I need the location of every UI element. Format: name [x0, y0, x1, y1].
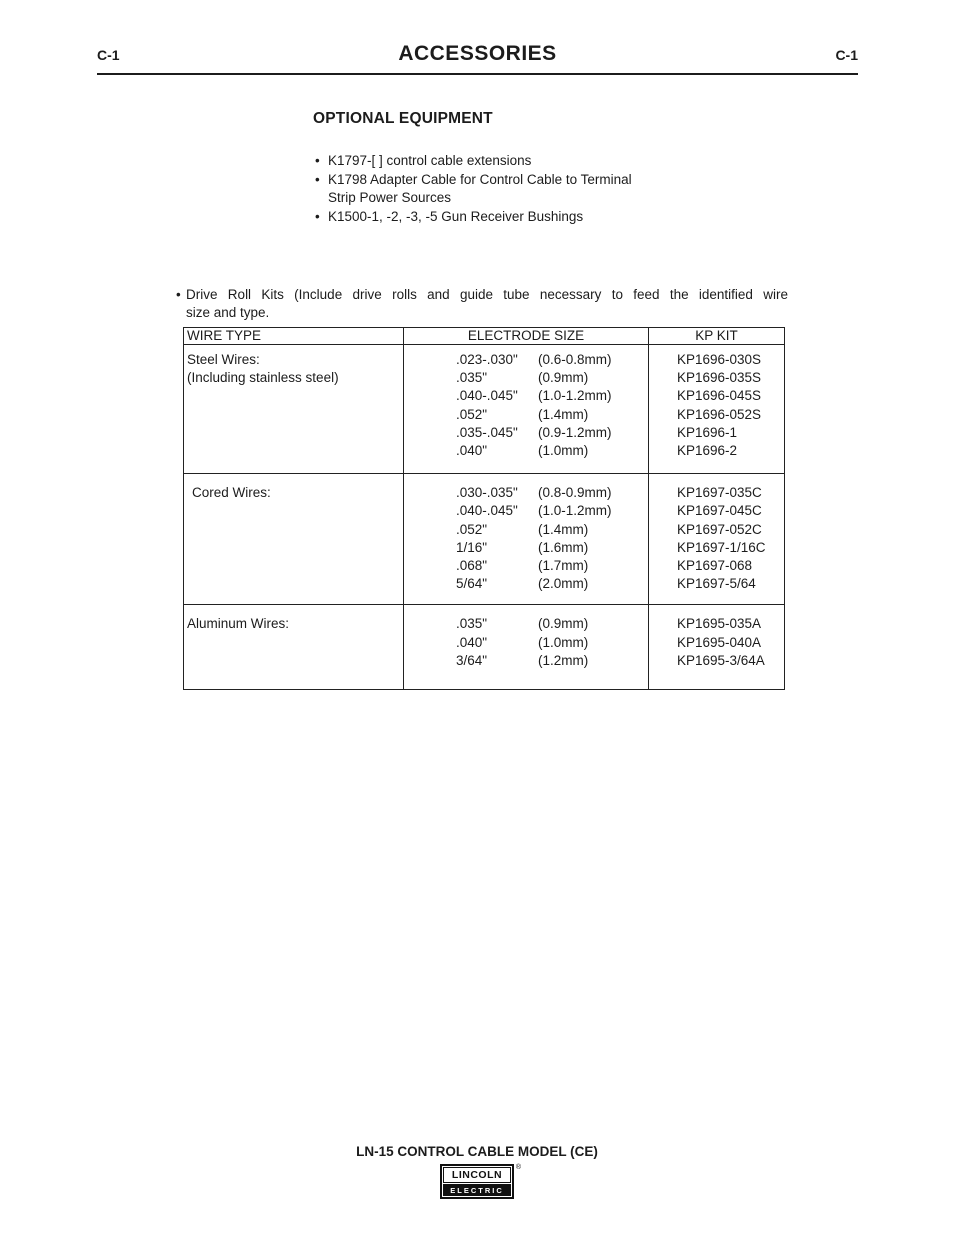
list-item: [315, 152, 632, 171]
size-line: [456, 442, 648, 460]
kit-number: KP1696-1: [677, 424, 738, 440]
size-metric: (2.0mm): [538, 576, 589, 592]
kp-kit-cell: [649, 345, 784, 473]
bullet-icon: •: [315, 171, 320, 187]
kit-number: KP1696-030S: [677, 352, 762, 367]
bullet-icon: •: [315, 208, 320, 224]
table-row-cored-wires: [184, 474, 784, 605]
size-line: [456, 634, 648, 652]
electrode-size-cell: [404, 605, 649, 689]
registered-trademark-icon: ®: [515, 1164, 521, 1171]
footer-model-text: LN-15 CONTROL CABLE MODEL (CE): [356, 1144, 598, 1159]
kit-number: KP1697-052C: [677, 521, 762, 537]
kit-number: KP1695-040A: [677, 634, 762, 650]
wire-type-sublabel: (Including stainless steel): [187, 370, 339, 386]
size-line: [456, 575, 648, 593]
column-header-kp-kit: KP KIT: [695, 328, 738, 343]
size-inch: 1/16": [456, 539, 488, 555]
list-item-text: K1797-[ ] control cable extensions: [328, 153, 532, 168]
size-inch: 5/64": [456, 576, 488, 592]
bullet-icon: •: [176, 287, 181, 302]
size-inch: .040-.045": [456, 388, 518, 404]
size-line: [456, 539, 648, 557]
size-line: [456, 369, 648, 387]
size-metric: (0.9-1.2mm): [538, 424, 612, 440]
size-line: [456, 387, 648, 405]
kit-number: KP1696-2: [677, 443, 738, 459]
size-metric: (1.0-1.2mm): [538, 388, 612, 404]
table-row-aluminum-wires: [184, 605, 784, 689]
drive-roll-note-line: Drive Roll Kits (Include drive rolls and guide tube necessary to feed the identified wire: [186, 287, 788, 302]
page-header: [97, 42, 858, 75]
size-inch: 3/64": [456, 652, 488, 668]
wire-type-cell: [184, 474, 404, 604]
wire-type-label: Cored Wires:: [192, 485, 271, 501]
size-inch: .030-.035": [456, 485, 518, 501]
page-title: ACCESSORIES: [398, 42, 557, 65]
equipment-list: [315, 152, 632, 226]
kit-number: KP1696-052S: [677, 406, 762, 422]
kit-number: KP1697-045C: [677, 503, 762, 519]
size-inch: .052": [456, 406, 488, 422]
page-number-right: C-1: [835, 47, 858, 63]
wire-type-cell: [184, 345, 404, 473]
size-metric: (1.2mm): [538, 652, 589, 668]
kp-kit-cell: [649, 474, 784, 604]
size-line: [456, 502, 648, 520]
drive-roll-note: [176, 286, 788, 323]
list-item-text: K1500-1, -2, -3, -5 Gun Receiver Bushings: [328, 208, 584, 224]
logo-lincoln-text: LINCOLN: [443, 1167, 511, 1183]
size-metric: (1.7mm): [538, 558, 589, 574]
size-line: [456, 424, 648, 442]
size-metric: (1.6mm): [538, 539, 589, 555]
page-number-left: C-1: [97, 47, 120, 63]
kit-number: KP1696-045S: [677, 388, 762, 404]
list-item-text: K1798 Adapter Cable for Control Cable to Terminal: [328, 171, 632, 187]
size-metric: (1.0mm): [538, 443, 589, 459]
size-line: [456, 351, 648, 369]
size-line: [456, 484, 648, 502]
size-metric: (1.4mm): [538, 521, 589, 537]
size-inch: .068": [456, 558, 488, 574]
table-row-steel-wires: [184, 345, 784, 474]
bullet-icon: •: [315, 153, 320, 168]
size-line: [456, 652, 648, 670]
kit-number: KP1697-1/16C: [677, 539, 766, 555]
size-inch: .040-.045": [456, 503, 518, 519]
size-inch: .035-.045": [456, 424, 518, 440]
wire-type-cell: [184, 605, 404, 689]
kit-number: KP1697-5/64: [677, 576, 756, 592]
drive-roll-kit-table: [183, 327, 785, 690]
electrode-size-cell: [404, 345, 649, 473]
lincoln-electric-logo: [440, 1164, 521, 1199]
list-item-text: Strip Power Sources: [328, 190, 452, 206]
list-item: [315, 208, 632, 227]
size-metric: (1.4mm): [538, 406, 589, 422]
size-metric: (0.9mm): [538, 616, 589, 632]
column-header-electrode-size: ELECTRODE SIZE: [404, 328, 649, 344]
size-inch: .040": [456, 634, 488, 650]
size-inch: .052": [456, 521, 488, 537]
kit-number: KP1695-3/64A: [677, 652, 765, 668]
column-header-wire-type: WIRE TYPE: [184, 328, 404, 344]
wire-type-label: Aluminum Wires:: [187, 616, 290, 632]
size-line: [456, 557, 648, 575]
table-header-row: [184, 328, 784, 345]
size-metric: (1.0mm): [538, 634, 589, 650]
size-metric: (0.8-0.9mm): [538, 485, 612, 501]
size-metric: (1.0-1.2mm): [538, 503, 612, 519]
kit-number: KP1697-068: [677, 558, 753, 574]
size-inch: .035": [456, 616, 488, 632]
list-item: [315, 171, 632, 208]
optional-equipment-heading: OPTIONAL EQUIPMENT: [313, 110, 493, 127]
electrode-size-cell: [404, 474, 649, 604]
logo-box: [440, 1164, 521, 1199]
size-line: [456, 521, 648, 539]
kit-number: KP1695-035A: [677, 616, 762, 632]
kit-number: KP1697-035C: [677, 485, 762, 501]
size-line: [456, 615, 648, 633]
kp-kit-cell: [649, 605, 784, 689]
size-metric: (0.6-0.8mm): [538, 352, 612, 367]
size-inch: .023-.030": [456, 352, 518, 367]
size-inch: .040": [456, 443, 488, 459]
drive-roll-note-line: size and type.: [186, 305, 270, 321]
kit-number: KP1696-035S: [677, 370, 762, 386]
size-metric: (0.9mm): [538, 370, 589, 386]
size-line: [456, 406, 648, 424]
logo-electric-text: ELECTRIC: [443, 1184, 511, 1196]
size-inch: .035": [456, 370, 488, 386]
wire-type-label: Steel Wires:: [187, 352, 260, 367]
